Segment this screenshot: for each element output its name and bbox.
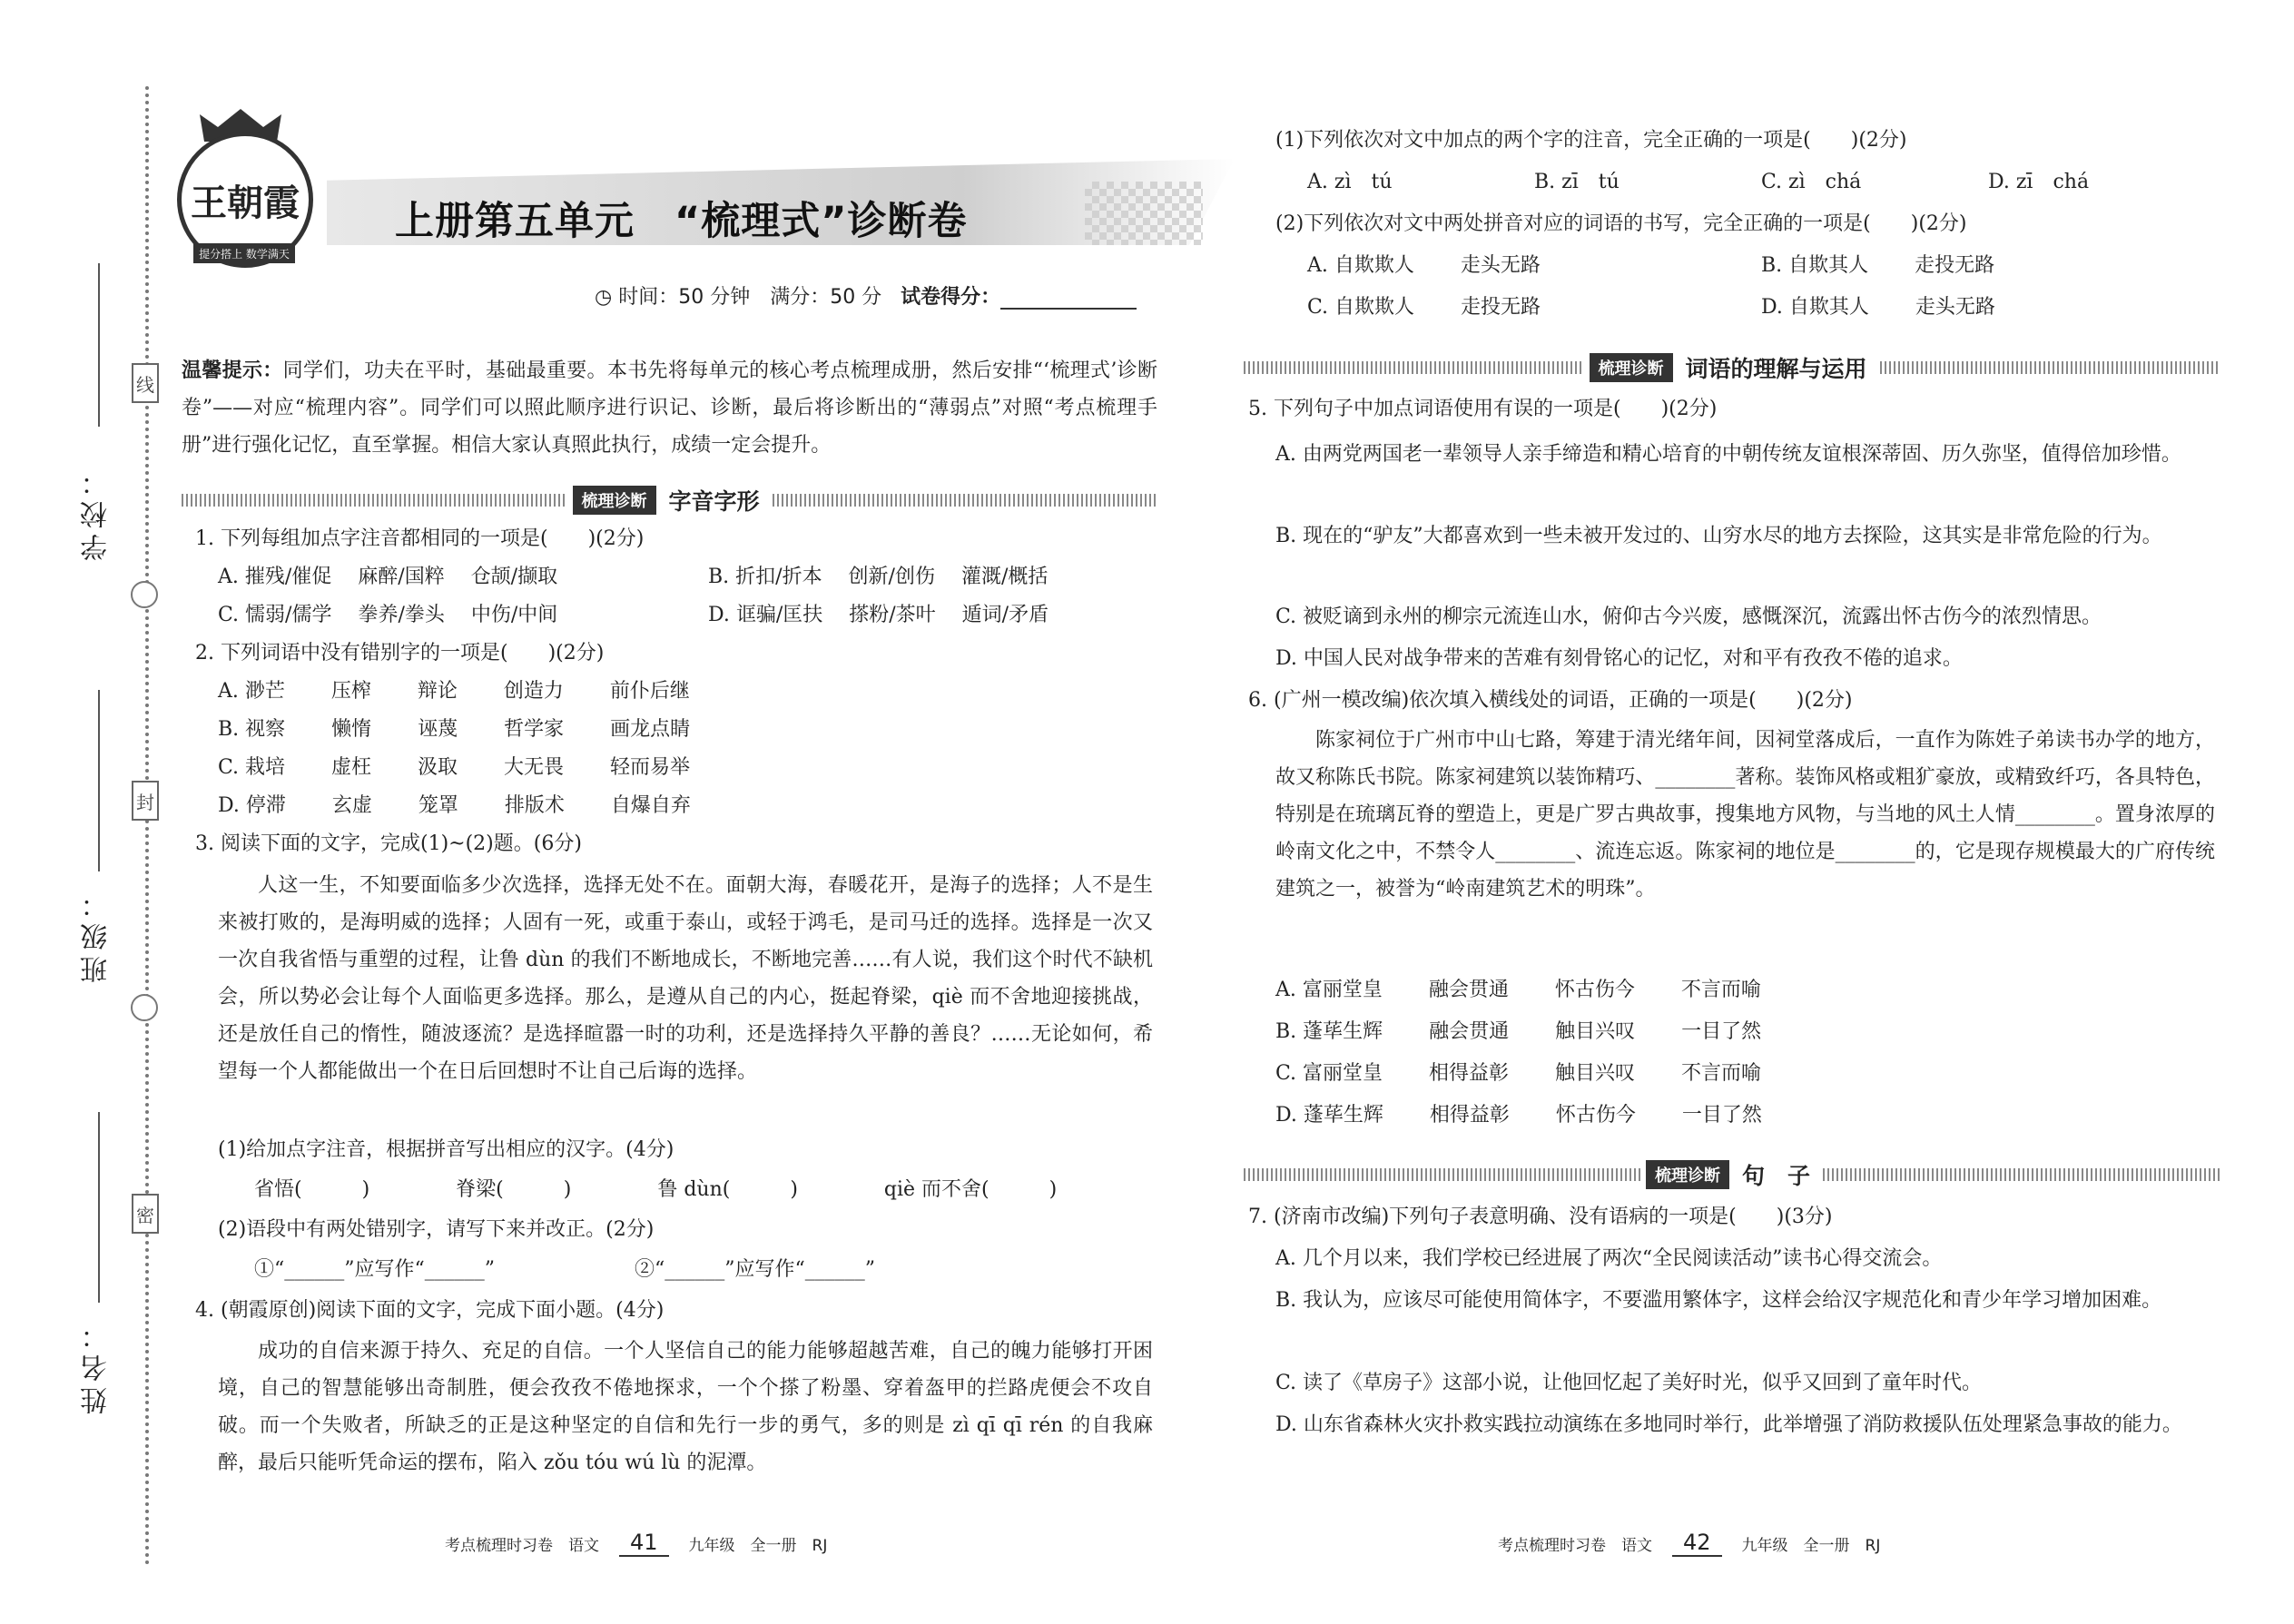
question-4-sub1: (1)下列依次对文中加点的两个字的注音，完全正确的一项是( )(2分) [1275, 129, 1907, 152]
question-6-option-d: D. 蓬荜生辉 相得益彰 怀古伤今 一目了然 [1275, 1104, 1762, 1127]
class-label: 班级： [81, 885, 113, 983]
cut-mark-line: 线 [132, 363, 159, 403]
section-header-pronunciation [182, 485, 1157, 516]
exam-time: 时间：50 分钟 满分：50 分 [618, 286, 882, 309]
question-4-stem: 4. (朝霞原创)阅读下面的文字，完成下面小题。(4分) [195, 1299, 665, 1322]
footer-grade: 九年级 全一册 RJ [1741, 1536, 1881, 1555]
question-4-sub1-option-d: D. zī chá [1988, 171, 2090, 193]
question-3-sub2-items: ①“______”应写作“______” ②“______”应写作“______” [254, 1258, 875, 1281]
binding-margin [0, 0, 168, 1624]
name-label: 姓名： [81, 1316, 113, 1414]
question-5-stem: 5. 下列句子中加点词语使用有误的一项是( )(2分) [1248, 398, 1718, 420]
footer-right [1498, 1530, 1880, 1557]
checker-decoration [1085, 182, 1203, 245]
question-2-option-c: C. 栽培 虚枉 汲取 大无畏 轻而易举 [218, 756, 691, 779]
question-4-sub1-option-c: C. zì chá [1761, 171, 1862, 193]
question-2-option-d: D. 停滞 玄虚 笼罩 排版术 自爆自弃 [218, 794, 691, 817]
section-title: 词语的理解与运用 [1685, 356, 1867, 382]
page-title: 上册第五单元 “梳理式”诊断卷 [395, 199, 968, 244]
question-6-passage: 陈家祠位于广州市中山七路，筹建于清光绪年间，因祠堂落成后，一直作为陈姓子弟读书办学的地方，故又称陈氏书院。陈家祠建筑以装饰精巧、________著称。装饰风格或粗犷豪放，或精致纤巧，各具特色，特别是在琉璃瓦脊的塑造上，更是广罗古典故事，搜集地方风物，与当地的风土人情________。置身浓厚的岭南文化之中，不禁令人________、流连忘返。陈家祠的地位是________的，它是现存规模最大的广府传统建筑之一，被誉为“岭南建筑艺术的明珠”。 [1275, 729, 2215, 901]
question-1-option-a: A. 摧残/催促 麻醉/国粹 仓颉/撷取 [218, 566, 558, 588]
question-2-option-a: A. 渺芒 压榨 辩论 创造力 前仆后继 [218, 680, 690, 703]
question-1-option-c: C. 懦弱/儒学 拳养/拳头 中伤/中间 [218, 604, 558, 626]
footer-left [445, 1530, 827, 1557]
question-3-sub1-items: 省悟( ) 脊梁( ) 鲁 dùn( ) qiè 而不舍( ) [254, 1178, 1058, 1201]
question-5-option-b: B. 现在的“驴友”大都喜欢到一些未被开发过的、山穷水尽的地方去探险，这其实是非常危险的行为。 [1275, 525, 2162, 547]
clock-icon: ◷ [595, 286, 613, 309]
question-4-sub1-option-a: A. zì tú [1307, 171, 1393, 193]
question-7-stem: 7. (济南市改编)下列句子表意明确、没有语病的一项是( )(3分) [1248, 1206, 1833, 1228]
page-number: 42 [1672, 1530, 1722, 1557]
tip-text: 同学们，功夫在平时，基础最重要。本书先将每单元的核心考点梳理成册，然后安排“‘梳理式’诊断卷”——对应“梳理内容”。同学们可以照此顺序进行识记、诊断，最后将诊断出的“薄弱点”对照“考点梳理手册”进行强化记忆，直至掌握。相信大家认真照此执行，成绩一定会提升。 [182, 359, 1157, 457]
dotted-rule [1244, 361, 1584, 374]
binding-hole [131, 581, 158, 608]
school-fill-line [98, 263, 100, 427]
cut-mark-seal: 封 [132, 781, 159, 821]
question-4-sub2-option-d: D. 自欺其人 走头无路 [1761, 296, 1995, 319]
dotted-rule [1880, 361, 2220, 374]
brand-logo-subtitle: 提分搭上 数学满天 [193, 243, 295, 263]
question-3-passage: 人这一生，不知要面临多少次选择，选择无处不在。面朝大海，春暖花开，是海子的选择；人不是生来被打败的，是海明威的选择；人固有一死，或重于泰山，或轻于鸿毛，是司马迁的选择。选择是一次又一次自我省悟与重塑的过程，让鲁 dùn 的我们不断地成长，不断地完善……有人说，我们这个时代不缺机会，所以势必会让每个人面临更多选择。那么，是遵从自己的内心，挺起脊梁，qiè 而不舍地迎接挑战，还是放任自己的惰性，随波逐流？是选择暄嚣一时的功利，还是选择持久平静的善良？……无论如何，希望每一个人都能做出一个在日后回想时不让自己后诲的选择。 [218, 874, 1153, 1083]
question-4-sub1-option-b: B. zī tú [1534, 171, 1620, 193]
question-6-option-c: C. 富丽堂皇 相得益彰 触目兴叹 不言而喻 [1275, 1062, 1762, 1085]
score-blank [1000, 290, 1137, 310]
question-7-option-c: C. 读了《草房子》这部小说，让他回忆起了美好时光，似乎又回到了童年时代。 [1275, 1372, 1983, 1394]
question-2-stem: 2. 下列词语中没有错别字的一项是( )(2分) [195, 642, 605, 664]
question-7-option-d: D. 山东省森林火灾扑救实践拉动演练在多地同时举行，此举增强了消防救援队伍处理紧急事故的能力。 [1275, 1413, 2182, 1436]
section-title: 字音字形 [668, 488, 760, 515]
question-4-passage: 成功的自信来源于持久、充足的自信。一个人坚信自己的能力能够超越苦难，自己的魄力能够打开困境，自己的智慧能够出奇制胜，便会孜孜不倦地探求，一个个搽了粉墨、穿着盔甲的拦路虎便会不攻自破。而一个失败者，所缺乏的正是这种坚定的自信和先行一步的勇气，多的则是 zì qī qī rén 的自我麻醉，最后只能听凭命运的摆布，陷入 zǒu tóu wú lù 的泥潭。 [218, 1340, 1153, 1474]
question-3-sub1: (1)给加点字注音，根据拼音写出相应的汉字。(4分) [218, 1138, 674, 1161]
question-5-option-a: A. 由两党两国老一辈领导人亲手缔造和精心培育的中朝传统友谊根深蒂固、历久弥坚，值得倍加珍惜。 [1275, 443, 2181, 466]
dotted-rule [182, 494, 567, 507]
page-number: 41 [619, 1530, 669, 1557]
question-4-sub2-option-c: C. 自欺欺人 走投无路 [1307, 296, 1541, 319]
section-header-vocabulary [1244, 352, 2220, 383]
question-2-option-b: B. 视察 懒惰 诬蔑 哲学家 画龙点睛 [218, 718, 691, 741]
tip-label: 温馨提示： [182, 359, 283, 382]
tip-paragraph [182, 352, 1157, 464]
section-title: 句 子 [1742, 1163, 1811, 1189]
footer-book: 考点梳理时习卷 语文 [445, 1536, 599, 1555]
question-7-option-b: B. 我认为，应该尽可能使用简体字，不要滥用繁体字，这样会给汉字规范化和青少年学习增加困难。 [1275, 1289, 2162, 1312]
question-5-option-c: C. 被贬谪到永州的柳宗元流连山水，俯仰古今兴废，感慨深沉，流露出怀古伤今的浓烈情思。 [1275, 605, 2102, 628]
class-fill-line [98, 690, 100, 871]
question-4-sub2-option-b: B. 自欺其人 走投无路 [1761, 254, 1995, 277]
footer-grade: 九年级 全一册 RJ [688, 1536, 828, 1555]
name-fill-line [98, 1112, 100, 1303]
exam-meta [595, 281, 1137, 310]
question-6-stem: 6. (广州一模改编)依次填入横线处的词语，正确的一项是( )(2分) [1248, 689, 1853, 712]
score-label: 试卷得分： [901, 286, 1001, 309]
question-6-option-a: A. 富丽堂皇 融会贯通 怀古伤今 不言而喻 [1275, 979, 1761, 1001]
dotted-rule [1823, 1168, 2220, 1181]
question-3-stem: 3. 阅读下面的文字，完成(1)~(2)题。(6分) [195, 832, 582, 855]
question-3-sub2: (2)语段中有两处错别字，请写下来并改正。(2分) [218, 1218, 655, 1241]
question-1-option-d: D. 诓骗/匡扶 搽粉/茶叶 遁词/矛盾 [708, 604, 1049, 626]
brand-logo: 王朝霞 [177, 132, 313, 268]
school-label: 学校： [81, 463, 113, 561]
question-6-option-b: B. 蓬荜生辉 融会贯通 触目兴叹 一目了然 [1275, 1020, 1762, 1043]
dotted-rule [1244, 1168, 1640, 1181]
question-5-option-d: D. 中国人民对战争带来的苦难有刻骨铭心的记忆，对和平有孜孜不倦的追求。 [1275, 647, 1963, 670]
question-7-option-a: A. 几个月以来，我们学校已经进展了两次“全民阅读活动”读书心得交流会。 [1275, 1247, 1943, 1270]
section-badge: 梳理诊断 [1646, 1160, 1729, 1189]
cut-line [145, 86, 149, 1566]
section-badge: 梳理诊断 [1590, 353, 1673, 382]
cut-mark-dense: 密 [132, 1194, 159, 1234]
section-header-sentences [1244, 1159, 2220, 1190]
question-4-sub2: (2)下列依次对文中两处拼音对应的词语的书写，完全正确的一项是( )(2分) [1275, 212, 1967, 235]
question-4-sub2-option-a: A. 自欺欺人 走头无路 [1307, 254, 1541, 277]
question-1-stem: 1. 下列每组加点字注音都相同的一项是( )(2分) [195, 527, 645, 550]
footer-book: 考点梳理时习卷 语文 [1498, 1536, 1652, 1555]
binding-hole [131, 994, 158, 1021]
question-1-option-b: B. 折扣/折本 创新/创伤 灌溉/概括 [708, 566, 1049, 588]
dotted-rule [773, 494, 1158, 507]
section-badge: 梳理诊断 [573, 486, 656, 515]
